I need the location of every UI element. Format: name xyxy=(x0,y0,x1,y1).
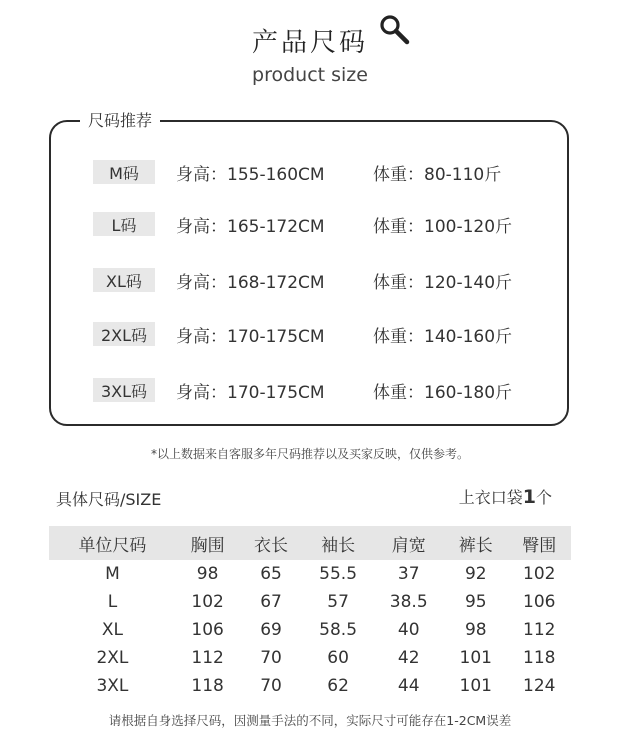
table-cell: 112 xyxy=(191,648,224,668)
column-header: 单位尺码 xyxy=(49,526,176,560)
column-header: 肩宽 xyxy=(373,526,444,560)
search-icon xyxy=(378,13,412,47)
size-tag: L码 xyxy=(93,212,155,236)
weight-range: 体重：140-160斤 xyxy=(373,326,513,347)
table-cell: 60 xyxy=(327,648,349,668)
table-cell: 124 xyxy=(523,676,556,696)
table-row xyxy=(49,644,571,672)
table-cell: M xyxy=(105,564,120,584)
table-cell: 67 xyxy=(260,592,282,612)
table-cell: 69 xyxy=(260,620,282,640)
table-cell: 65 xyxy=(260,564,282,584)
specific-size-label: 具体尺码/SIZE xyxy=(56,490,162,509)
table-row xyxy=(49,588,571,616)
pocket-info xyxy=(459,485,552,508)
table-cell: 98 xyxy=(196,564,219,584)
size-tag: 3XL码 xyxy=(93,378,155,402)
table-cell: 106 xyxy=(191,620,224,640)
recommend-row-m xyxy=(93,159,502,185)
height-range: 身高：170-175CM xyxy=(176,326,325,347)
size-tag: XL码 xyxy=(93,268,155,292)
table-cell: 40 xyxy=(397,620,420,640)
recommend-row-l xyxy=(93,211,513,237)
column-header: 裤长 xyxy=(444,526,507,560)
recommend-row-xl xyxy=(93,267,513,293)
weight-range: 体重：100-120斤 xyxy=(373,216,513,237)
pocket-suffix: 个 xyxy=(535,488,552,507)
table-cell: 98 xyxy=(464,620,487,640)
column-header: 袖长 xyxy=(303,526,374,560)
table-cell: 37 xyxy=(397,564,420,584)
table-cell: 42 xyxy=(397,648,420,668)
footer-note: 请根据自身选择尺码，因测量手法的不同，实际尺寸可能存在1-2CM误差 xyxy=(108,713,512,728)
height-range: 身高：170-175CM xyxy=(176,382,325,403)
page-title: 产品尺码 xyxy=(251,28,368,58)
table-cell: 118 xyxy=(191,676,224,696)
height-range: 身高：165-172CM xyxy=(176,216,325,237)
pocket-count: 1 xyxy=(522,486,536,508)
table-row xyxy=(49,616,571,644)
table-cell: 3XL xyxy=(96,676,129,696)
table-row xyxy=(49,672,571,700)
size-table xyxy=(49,526,571,700)
table-row xyxy=(49,560,571,588)
weight-range: 体重：120-140斤 xyxy=(373,272,513,293)
table-cell: 38.5 xyxy=(389,592,428,612)
table-cell: 2XL xyxy=(96,648,129,668)
table-cell: 95 xyxy=(464,592,487,612)
column-header: 胸围 xyxy=(176,526,239,560)
table-cell: 106 xyxy=(523,592,556,612)
table-cell: 70 xyxy=(260,648,282,668)
table-cell: L xyxy=(107,592,118,612)
table-cell: 57 xyxy=(327,592,349,612)
recommend-row-2xl xyxy=(93,321,513,347)
table-cell: 58.5 xyxy=(319,620,358,640)
table-cell: 55.5 xyxy=(319,564,358,584)
table-cell: 102 xyxy=(523,564,556,584)
weight-range: 体重：80-110斤 xyxy=(373,164,502,185)
table-cell: 118 xyxy=(523,648,556,668)
size-tag: M码 xyxy=(93,160,155,184)
reference-note: *以上数据来自客服多年尺码推荐以及买家反映，仅供参考。 xyxy=(150,447,469,461)
table-cell: 62 xyxy=(327,676,349,696)
recommend-box-title: 尺码推荐 xyxy=(80,108,160,131)
table-cell: 44 xyxy=(397,676,420,696)
table-cell: 92 xyxy=(464,564,487,584)
recommend-row-3xl xyxy=(93,377,513,403)
column-header: 臀围 xyxy=(507,526,571,560)
table-cell: 70 xyxy=(260,676,282,696)
table-cell: 101 xyxy=(459,648,492,668)
size-tag: 2XL码 xyxy=(93,322,155,346)
column-header: 衣长 xyxy=(239,526,302,560)
page-subtitle: product size xyxy=(252,64,368,86)
height-range: 身高：168-172CM xyxy=(176,272,325,293)
table-header-row xyxy=(49,526,571,560)
pocket-prefix: 上衣口袋 xyxy=(458,488,523,507)
table-cell: 102 xyxy=(191,592,224,612)
table-cell: 101 xyxy=(459,676,492,696)
weight-range: 体重：160-180斤 xyxy=(373,382,513,403)
height-range: 身高：155-160CM xyxy=(176,164,325,185)
table-cell: 112 xyxy=(523,620,556,640)
table-cell: XL xyxy=(101,620,123,640)
